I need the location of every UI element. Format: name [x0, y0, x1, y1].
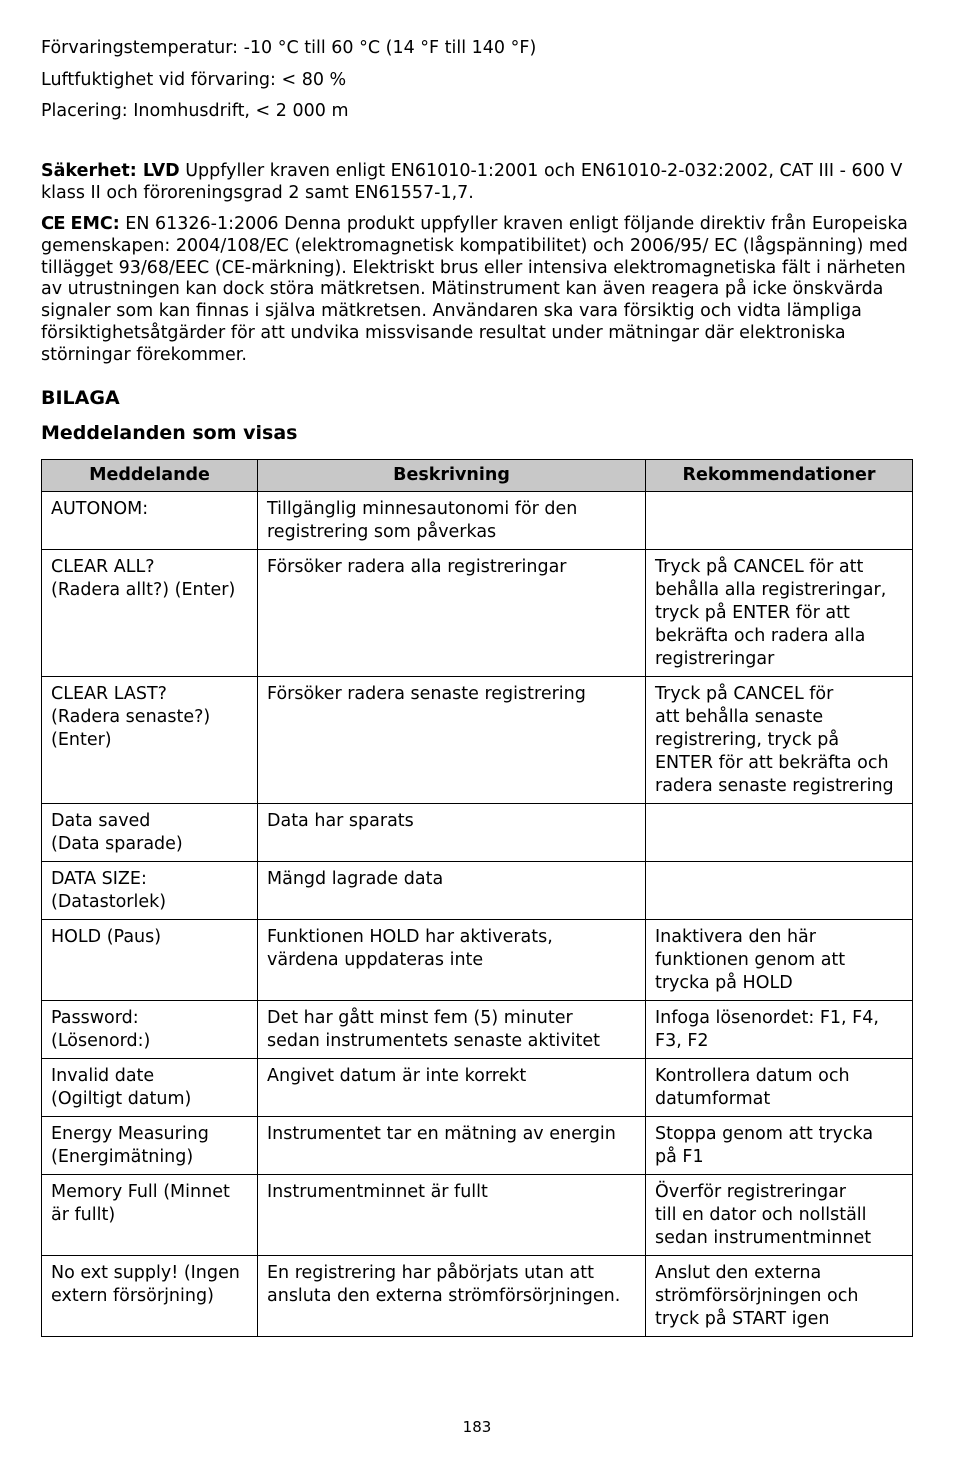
recommendation-cell-line: tryck på ENTER för att — [655, 603, 850, 623]
recommendation-cell — [646, 1117, 913, 1175]
recommendation-cell — [646, 492, 913, 550]
message-cell-line: HOLD (Paus) — [51, 927, 162, 947]
spec-storage-temperature: Förvaringstemperatur: -10 °C till 60 °C (14 °F till 140 °F) — [41, 38, 537, 58]
recommendation-cell-line: Kontrollera datum och — [655, 1066, 850, 1086]
message-cell — [42, 492, 258, 550]
description-cell — [258, 1117, 646, 1175]
table-row — [42, 550, 913, 677]
recommendation-cell-line: Tryck på CANCEL för — [655, 684, 834, 704]
description-cell-line: Angivet datum är inte korrekt — [267, 1066, 527, 1086]
table-row — [42, 862, 913, 920]
recommendation-cell — [646, 1256, 913, 1337]
description-cell — [258, 677, 646, 804]
description-cell-line: registrering som påverkas — [267, 522, 497, 542]
recommendation-cell — [646, 677, 913, 804]
recommendation-cell-line: datumformat — [655, 1089, 771, 1109]
safety-text: Uppfyller kraven enligt EN61010-1:2001 och EN61010-2-032:2002, CAT III - 600 V klass II och föroreningsgrad 2 samt EN61557-1,7. — [41, 161, 903, 203]
message-cell-line: (Energimätning) — [51, 1147, 194, 1167]
message-cell-line: är fullt) — [51, 1205, 116, 1225]
recommendation-cell-line: på F1 — [655, 1147, 704, 1167]
table-row — [42, 920, 913, 1001]
recommendation-cell-line: tryck på START igen — [655, 1309, 830, 1329]
message-cell-line: (Data sparade) — [51, 834, 183, 854]
message-cell-line: Energy Measuring — [51, 1124, 209, 1144]
safety-label: Säkerhet: LVD — [41, 161, 180, 181]
recommendation-cell — [646, 1175, 913, 1256]
description-cell — [258, 920, 646, 1001]
recommendation-cell-line: radera senaste registrering — [655, 776, 894, 796]
emc-paragraph — [41, 213, 916, 367]
description-cell — [258, 1256, 646, 1337]
description-cell-line: värdena uppdateras inte — [267, 950, 484, 970]
message-cell — [42, 804, 258, 862]
recommendation-cell-line: Infoga lösenordet: F1, F4, — [655, 1008, 879, 1028]
emc-label: EMC: — [70, 214, 120, 234]
description-cell-line: Instrumentet tar en mätning av energin — [267, 1124, 616, 1144]
recommendation-cell — [646, 862, 913, 920]
description-cell — [258, 550, 646, 677]
recommendation-cell — [646, 1001, 913, 1059]
message-cell — [42, 862, 258, 920]
message-cell-line: Password: — [51, 1008, 139, 1028]
recommendation-cell-line: Stoppa genom att trycka — [655, 1124, 874, 1144]
messages-heading: Meddelanden som visas — [41, 422, 298, 444]
message-cell-line: Data saved — [51, 811, 151, 831]
spec-storage-humidity: Luftfuktighet vid förvaring: < 80 % — [41, 70, 347, 90]
message-cell — [42, 1001, 258, 1059]
description-cell-line: Mängd lagrade data — [267, 869, 444, 889]
message-cell-line: (Lösenord:) — [51, 1031, 151, 1051]
ce-mark-icon: CE — [41, 213, 65, 234]
message-cell-line: (Radera allt?) (Enter) — [51, 580, 236, 600]
message-cell-line: CLEAR LAST? — [51, 684, 167, 704]
table-header-row — [42, 460, 913, 492]
message-cell — [42, 920, 258, 1001]
description-cell — [258, 804, 646, 862]
recommendation-cell-line: Överför registreringar — [655, 1182, 846, 1202]
description-cell-line: En registrering har påbörjats utan att — [267, 1263, 594, 1283]
recommendation-cell-line: Tryck på CANCEL för att — [655, 557, 864, 577]
recommendation-cell-line: registreringar — [655, 649, 775, 669]
description-cell-line: Instrumentminnet är fullt — [267, 1182, 488, 1202]
table-row — [42, 1175, 913, 1256]
description-cell-line: Data har sparats — [267, 811, 414, 831]
message-cell-line: (Radera senaste?) — [51, 707, 211, 727]
description-cell — [258, 1001, 646, 1059]
emc-text: EN 61326-1:2006 Denna produkt uppfyller kraven enligt följande direktiv från Europeiska gemenskapen: 2004/108/EC (elektromagnetisk kompatibilitet) och 2006/95/ EC (lågspänning) med tillägget 93/68/EEC (CE-märkning). Elektriskt brus eller intensiva elektromagnetiska fält i närheten av utrustningen kan dock störa mätkretsen. Mätinstrument kan även reagera på icke önskvärda signaler som kan finnas i själva mätkretsen. Användaren ska vara försiktig och vidta lämpliga försiktighetsåtgärder för att undvika missvisande resultat under mätningar där elektroniska störningar förekommer. — [41, 214, 908, 365]
message-cell-line: AUTONOM: — [51, 499, 149, 519]
table-row — [42, 1001, 913, 1059]
recommendation-cell-line: strömförsörjningen och — [655, 1286, 859, 1306]
header-recommendation: Rekommendationer — [646, 460, 913, 492]
message-cell-line: No ext supply! (Ingen — [51, 1263, 240, 1283]
message-cell-line: extern försörjning) — [51, 1286, 214, 1306]
recommendation-cell-line: ENTER för att bekräfta och — [655, 753, 889, 773]
recommendation-cell — [646, 920, 913, 1001]
description-cell — [258, 862, 646, 920]
message-cell-line: DATA SIZE: — [51, 869, 147, 889]
description-cell-line: Funktionen HOLD har aktiverats, — [267, 927, 553, 947]
description-cell-line: Tillgänglig minnesautonomi för den — [267, 499, 578, 519]
recommendation-cell-line: bekräfta och radera alla — [655, 626, 866, 646]
recommendation-cell-line: Anslut den externa — [655, 1263, 822, 1283]
header-message: Meddelande — [42, 460, 258, 492]
header-description: Beskrivning — [258, 460, 646, 492]
message-cell — [42, 1256, 258, 1337]
message-cell-line: Invalid date — [51, 1066, 155, 1086]
messages-table — [41, 459, 913, 1337]
recommendation-cell-line: till en dator och nollställ — [655, 1205, 867, 1225]
spec-placement: Placering: Inomhusdrift, < 2 000 m — [41, 101, 349, 121]
recommendation-cell-line: funktionen genom att — [655, 950, 846, 970]
description-cell — [258, 492, 646, 550]
message-cell — [42, 677, 258, 804]
description-cell-line: Försöker radera senaste registrering — [267, 684, 586, 704]
recommendation-cell-line: sedan instrumentminnet — [655, 1228, 872, 1248]
message-cell-line: (Datastorlek) — [51, 892, 167, 912]
recommendation-cell-line: att behålla senaste — [655, 707, 824, 727]
table-row — [42, 1117, 913, 1175]
description-cell-line: Försöker radera alla registreringar — [267, 557, 567, 577]
message-cell — [42, 1175, 258, 1256]
table-row — [42, 677, 913, 804]
description-cell-line: Det har gått minst fem (5) minuter — [267, 1008, 573, 1028]
table-body — [42, 492, 913, 1337]
recommendation-cell — [646, 1059, 913, 1117]
message-cell-line: (Ogiltigt datum) — [51, 1089, 192, 1109]
message-cell-line: (Enter) — [51, 730, 112, 750]
table-row — [42, 1256, 913, 1337]
table-row — [42, 804, 913, 862]
description-cell — [258, 1175, 646, 1256]
recommendation-cell-line: trycka på HOLD — [655, 973, 793, 993]
message-cell-line: CLEAR ALL? — [51, 557, 155, 577]
recommendation-cell — [646, 550, 913, 677]
table-row — [42, 492, 913, 550]
recommendation-cell-line: Inaktivera den här — [655, 927, 816, 947]
description-cell — [258, 1059, 646, 1117]
message-cell — [42, 1059, 258, 1117]
recommendation-cell-line: registrering, tryck på — [655, 730, 840, 750]
message-cell — [42, 550, 258, 677]
description-cell-line: ansluta den externa strömförsörjningen. — [267, 1286, 621, 1306]
page-number: 183 — [462, 1418, 492, 1436]
recommendation-cell-line: behålla alla registreringar, — [655, 580, 887, 600]
message-cell — [42, 1117, 258, 1175]
message-cell-line: Memory Full (Minnet — [51, 1182, 230, 1202]
table-row — [42, 1059, 913, 1117]
recommendation-cell — [646, 804, 913, 862]
recommendation-cell-line: F3, F2 — [655, 1031, 709, 1051]
appendix-heading: BILAGA — [41, 387, 120, 409]
description-cell-line: sedan instrumentets senaste aktivitet — [267, 1031, 600, 1051]
safety-paragraph — [41, 161, 916, 205]
